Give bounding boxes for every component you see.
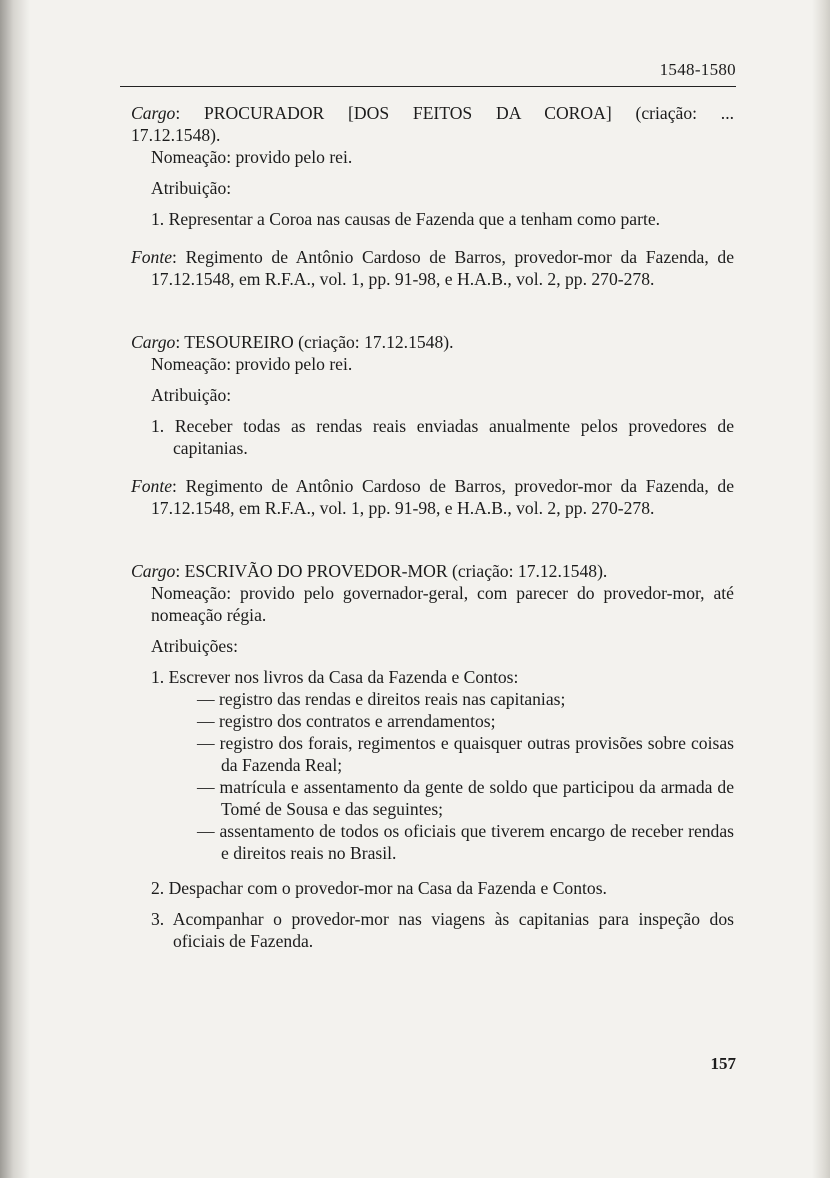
cargo-label: Cargo	[131, 103, 176, 123]
cargo-line	[131, 560, 734, 582]
cargo-line	[131, 331, 734, 353]
fonte-text: : Regimento de Antônio Cardoso de Barros, provedor-mor da Fazenda, de 17.12.1548, em R.F.A., vol. 1, pp. 91-98, e H.A.B., vol. 2, pp. 270-278.	[151, 476, 734, 518]
atribuicao-item: 1. Representar a Coroa nas causas de Fazenda que a tenham como parte.	[151, 209, 661, 229]
page-gutter-shadow	[0, 0, 30, 1178]
subitem: — registro dos contratos e arrendamentos;	[197, 711, 496, 731]
page-number: 157	[710, 1054, 736, 1073]
atribuicao-item: 1. Escrever nos livros da Casa da Fazenda e Contos:	[151, 667, 519, 687]
nomeacao: Nomeação: provido pelo governador-geral, com parecer do provedor-mor, até nomeação régia.	[151, 583, 734, 625]
subitem: — registro das rendas e direitos reais nas capitanias;	[197, 689, 566, 709]
fonte	[131, 246, 734, 290]
subitem: — assentamento de todos os oficiais que tiverem encargo de receber rendas e direitos reais no Brasil.	[197, 821, 734, 863]
nomeacao: Nomeação: provido pelo rei.	[151, 147, 353, 167]
entry-escrivao	[131, 560, 734, 952]
subitem: — registro dos forais, regimentos e quaisquer outras provisões sobre coisas da Fazenda Real;	[197, 733, 734, 775]
atribuicao-label: Atribuição:	[151, 385, 232, 405]
subitem: — matrícula e assentamento da gente de soldo que participou da armada de Tomé de Sousa e das seguintes;	[197, 777, 734, 819]
cargo-label: Cargo	[131, 332, 176, 352]
atribuicao-item: 3. Acompanhar o provedor-mor nas viagens às capitanias para inspeção dos oficiais de Fazenda.	[151, 909, 734, 951]
cargo-continuation: 17.12.1548).	[131, 125, 221, 145]
header-rule	[120, 86, 736, 87]
atribuicao-label: Atribuição:	[151, 178, 232, 198]
cargo-title: : TESOUREIRO (criação: 17.12.1548).	[175, 332, 454, 352]
page-content	[131, 102, 734, 952]
fonte	[131, 475, 734, 519]
fonte-label: Fonte	[131, 247, 173, 267]
entry-procurador	[131, 102, 734, 290]
atribuicao-label: Atribuições:	[151, 636, 238, 656]
running-head: 1548-1580	[659, 60, 736, 79]
cargo-title: : ESCRIVÃO DO PROVEDOR-MOR (criação: 17.12.1548).	[175, 561, 608, 581]
nomeacao: Nomeação: provido pelo rei.	[151, 354, 353, 374]
cargo-label: Cargo	[131, 561, 176, 581]
cargo-title: : PROCURADOR [DOS FEITOS DA COROA] (criação: ...	[175, 103, 734, 123]
entry-tesoureiro	[131, 331, 734, 519]
cargo-line	[131, 102, 734, 124]
fonte-text: : Regimento de Antônio Cardoso de Barros, provedor-mor da Fazenda, de 17.12.1548, em R.F.A., vol. 1, pp. 91-98, e H.A.B., vol. 2, pp. 270-278.	[151, 247, 734, 289]
atribuicao-item: 2. Despachar com o provedor-mor na Casa da Fazenda e Contos.	[151, 878, 607, 898]
page-edge	[812, 0, 830, 1178]
fonte-label: Fonte	[131, 476, 173, 496]
atribuicao-item: 1. Receber todas as rendas reais enviadas anualmente pelos provedores de capitanias.	[151, 416, 734, 458]
